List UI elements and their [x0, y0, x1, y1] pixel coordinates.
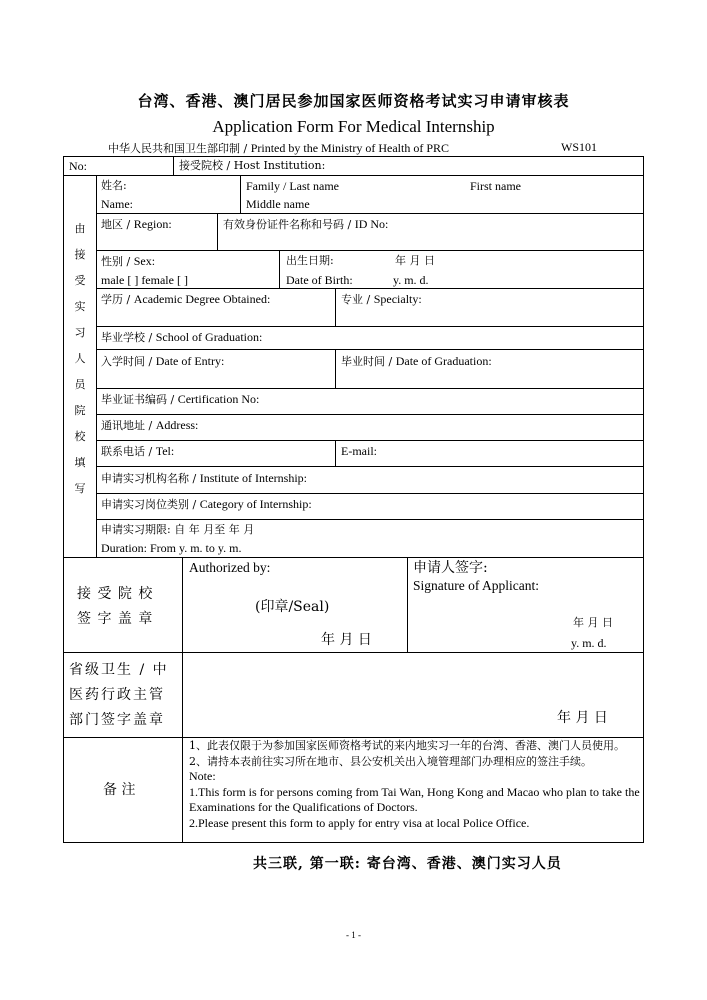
row-divider — [96, 493, 644, 494]
school-field[interactable]: 毕业学校 / School of Graduation: — [101, 330, 263, 344]
id-label-chinese: 有效身份证件名称和号码 / — [223, 218, 355, 231]
column-divider — [335, 440, 336, 466]
host-signature-label-line1: 接 受 院 校 — [77, 586, 154, 602]
column-divider — [173, 156, 174, 175]
side-label-char: 写 — [74, 482, 86, 495]
side-label-char: 人 — [74, 352, 86, 365]
application-form-table — [63, 156, 644, 843]
column-divider — [279, 250, 280, 288]
applicant-date-chinese: 年 月 日 — [573, 616, 613, 629]
side-label-char: 接 — [74, 248, 86, 261]
row-divider — [96, 388, 644, 389]
certification-field[interactable]: 毕业证书编码 / Certification No: — [101, 392, 260, 406]
table-border-bottom — [63, 842, 644, 843]
row-divider — [96, 213, 644, 214]
form-title-chinese: 台湾、香港、澳门居民参加国家医师资格考试实习申请审核表 — [137, 92, 570, 110]
applicant-date-english[interactable]: y. m. d. — [571, 636, 607, 650]
row-divider — [96, 349, 644, 350]
dob-format-english[interactable]: y. m. d. — [393, 273, 429, 287]
side-label-char: 填 — [74, 456, 86, 469]
provincial-authority-label-line1: 省级卫生 / 中 — [69, 662, 169, 678]
printed-by-line — [108, 140, 449, 156]
tel-field[interactable]: 联系电话 / Tel: — [101, 444, 175, 458]
side-label-char: 校 — [74, 430, 86, 443]
column-divider — [240, 175, 241, 213]
host-signature-label-line2: 签 字 盖 章 — [77, 611, 154, 627]
printed-by-chinese: 中华人民共和国卫生部印制 / — [108, 142, 251, 155]
row-divider — [96, 250, 644, 251]
printed-by-english: Printed by the Ministry of Health of PRC — [250, 141, 450, 155]
side-label-char: 员 — [74, 378, 86, 391]
note-item-1: 1.This form is for persons coming from Tai Wan, Hong Kong and Macao who plan to take the Examinations for the Qualifications of Doctors. — [189, 784, 640, 814]
provincial-authority-label-line2: 医药行政主管 — [69, 687, 165, 703]
remarks-content — [189, 738, 641, 831]
remarks-label: 备 注 — [103, 782, 136, 798]
applicant-signature-label-chinese: 申请人签字: — [413, 560, 488, 576]
table-border-right — [643, 156, 644, 843]
host-institution-label: 接受院校 / Host Institution: — [179, 159, 326, 172]
name-label-chinese: 姓名: — [101, 179, 127, 192]
form-title-english: Application Form For Medical Internship — [212, 117, 495, 136]
duration-field[interactable]: Duration: From y. m. to y. m. — [101, 541, 242, 555]
region-field[interactable] — [101, 217, 172, 232]
side-label-char: 习 — [74, 326, 86, 339]
category-of-internship-field[interactable]: 申请实习岗位类别 / Category of Internship: — [101, 497, 312, 511]
id-label-english: ID No: — [354, 217, 389, 231]
family-name-field[interactable]: Family / Last name — [246, 179, 339, 193]
region-label-english: Region: — [133, 217, 172, 231]
table-border-top — [63, 156, 644, 157]
address-field[interactable]: 通讯地址 / Address: — [101, 418, 199, 432]
applicant-signature-field[interactable]: Signature of Applicant: — [413, 578, 539, 593]
note-label: Note: — [189, 769, 216, 783]
label-column-divider — [182, 557, 183, 843]
sex-label: 性别 / Sex: — [101, 254, 156, 268]
middle-name-field[interactable]: Middle name — [246, 197, 310, 211]
degree-field[interactable]: 学历 / Academic Degree Obtained: — [101, 292, 271, 306]
column-divider — [335, 288, 336, 326]
name-label-english: Name: — [101, 197, 133, 211]
column-divider — [217, 213, 218, 250]
dob-label-chinese: 出生日期: — [286, 254, 334, 267]
date-of-graduation-field[interactable]: 毕业时间 / Date of Graduation: — [341, 354, 492, 368]
row-divider — [96, 326, 644, 327]
side-column-divider — [96, 175, 97, 557]
email-field[interactable]: E-mail: — [341, 444, 377, 458]
id-number-field[interactable] — [223, 217, 388, 232]
remark-item-2: 2、请持本表前往实习所在地市、县公安机关出入境管理部门办理相应的签注手续。 — [189, 754, 592, 768]
row-divider — [63, 175, 644, 176]
dob-label-english: Date of Birth: — [286, 273, 353, 287]
institute-of-internship-field[interactable]: 申请实习机构名称 / Institute of Internship: — [101, 471, 308, 485]
authorized-by-field[interactable]: Authorized by: — [189, 560, 271, 575]
table-border-left — [63, 156, 64, 843]
row-divider — [96, 288, 644, 289]
region-label-chinese: 地区 / — [101, 218, 134, 231]
side-label-char: 实 — [74, 300, 86, 313]
duration-label-chinese: 申请实习期限: 自 年 月至 年 月 — [101, 523, 255, 536]
side-label-char: 由 — [74, 222, 86, 235]
host-date-field[interactable]: 年 月 日 — [321, 632, 372, 648]
provincial-date-field[interactable]: 年 月 日 — [557, 710, 608, 726]
date-of-entry-field[interactable]: 入学时间 / Date of Entry: — [101, 354, 225, 368]
column-divider — [335, 349, 336, 388]
side-label-char: 院 — [74, 404, 86, 417]
row-divider — [96, 414, 644, 415]
row-divider — [96, 440, 644, 441]
form-number-label: No: — [69, 159, 87, 173]
dob-format-chinese: 年 月 日 — [395, 254, 435, 267]
copy-distribution-note: 共三联, 第一联: 寄台湾、香港、澳门实习人员 — [253, 856, 562, 872]
page-number: - 1 - — [346, 930, 361, 940]
first-name-field[interactable]: First name — [470, 179, 521, 193]
provincial-authority-label-line3: 部门签字盖章 — [69, 712, 165, 728]
row-divider — [96, 519, 644, 520]
seal-placeholder: (印章/Seal) — [255, 599, 330, 615]
sex-checkboxes[interactable]: male [ ] female [ ] — [101, 273, 188, 287]
note-item-2: 2.Please present this form to apply for entry visa at local Police Office. — [189, 815, 530, 830]
form-code: WS101 — [561, 140, 597, 154]
specialty-field[interactable]: 专业 / Specialty: — [341, 292, 422, 306]
row-divider — [63, 652, 644, 653]
side-label-char: 受 — [74, 274, 86, 287]
remark-item-1: 1、此表仅限于为参加国家医师资格考试的来内地实习一年的台湾、香港、澳门人员使用。 — [189, 739, 625, 752]
row-divider — [63, 557, 644, 558]
filled-by-intern-vertical-label — [72, 222, 88, 508]
column-divider — [407, 557, 408, 652]
row-divider — [96, 466, 644, 467]
